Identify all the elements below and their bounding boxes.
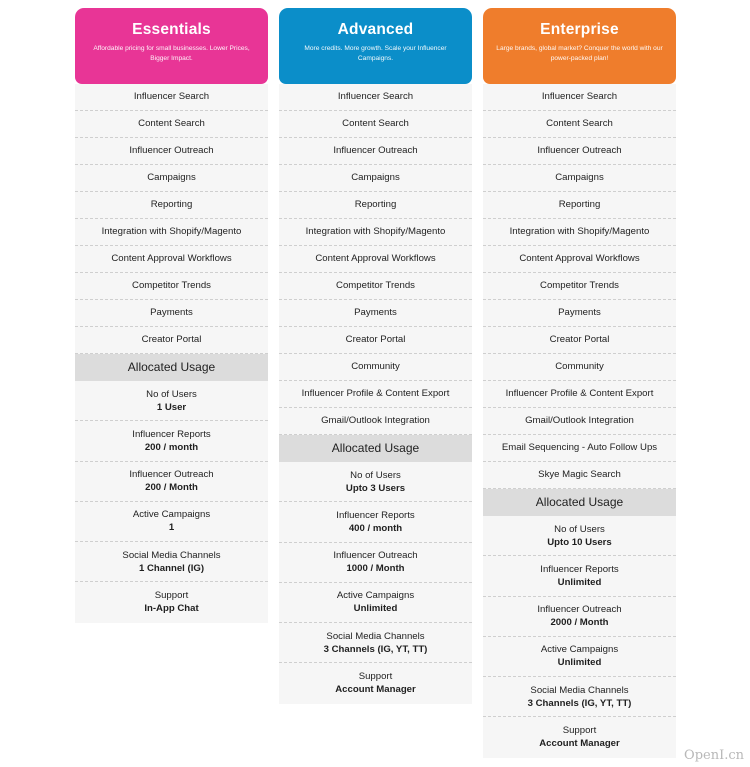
feature-item: Reporting <box>483 192 676 219</box>
usage-value: 1 Channel (IG) <box>138 562 205 574</box>
feature-item: Integration with Shopify/Magento <box>483 219 676 246</box>
usage-label: Social Media Channels <box>326 630 425 642</box>
usage-value: 1000 / Month <box>346 563 405 575</box>
plan-description: More credits. More growth. Scale your Influencer Campaigns. <box>304 45 447 62</box>
feature-item: Content Approval Workflows <box>75 246 268 273</box>
feature-item: Email Sequencing - Auto Follow Ups <box>483 435 676 462</box>
usage-label: Influencer Reports <box>132 428 211 440</box>
usage-label: Influencer Reports <box>336 509 415 521</box>
usage-label: Active Campaigns <box>132 509 211 521</box>
plan-description: Affordable pricing for small businesses. Lower Prices, Bigger Impact. <box>93 45 250 62</box>
usage-item <box>483 717 676 757</box>
usage-label: Influencer Outreach <box>333 550 418 562</box>
usage-value: 1 User <box>156 401 187 413</box>
feature-item: Gmail/Outlook Integration <box>279 408 472 435</box>
usage-label: No of Users <box>350 469 401 481</box>
usage-item <box>279 543 472 583</box>
usage-item <box>279 502 472 542</box>
usage-value: In-App Chat <box>144 602 199 614</box>
usage-value: 1 <box>168 522 175 534</box>
usage-label: Active Campaigns <box>540 644 619 656</box>
feature-item: Influencer Outreach <box>75 138 268 165</box>
feature-item: Creator Portal <box>279 327 472 354</box>
usage-label: No of Users <box>146 388 197 400</box>
usage-value: 3 Channels (IG, YT, TT) <box>323 643 428 655</box>
usage-value: 400 / month <box>348 522 403 534</box>
usage-item <box>483 516 676 556</box>
feature-item: Influencer Profile & Content Export <box>483 381 676 408</box>
feature-item: Competitor Trends <box>483 273 676 300</box>
usage-value: 200 / month <box>144 441 199 453</box>
usage-item <box>483 597 676 637</box>
feature-item: Integration with Shopify/Magento <box>75 219 268 246</box>
allocated-usage-heading: Allocated Usage <box>279 435 472 462</box>
feature-item: Influencer Search <box>279 84 472 111</box>
usage-item <box>279 583 472 623</box>
feature-item: Campaigns <box>75 165 268 192</box>
usage-value: Upto 10 Users <box>547 536 612 548</box>
plan-description: Large brands, global market? Conquer the world with our power-packed plan! <box>496 45 663 62</box>
feature-item: Influencer Outreach <box>483 138 676 165</box>
usage-value: Upto 3 Users <box>345 482 406 494</box>
usage-item <box>279 663 472 703</box>
usage-item <box>75 462 268 502</box>
usage-label: Social Media Channels <box>122 549 221 561</box>
usage-value: Unlimited <box>557 576 602 588</box>
feature-item: Content Search <box>75 111 268 138</box>
usage-label: Support <box>154 589 189 601</box>
feature-item: Community <box>279 354 472 381</box>
plan-title: Essentials <box>132 21 211 38</box>
feature-item: Integration with Shopify/Magento <box>279 219 472 246</box>
plan-advanced-rows <box>279 84 472 704</box>
usage-value: Account Manager <box>335 683 416 695</box>
feature-item: Gmail/Outlook Integration <box>483 408 676 435</box>
feature-item: Reporting <box>279 192 472 219</box>
usage-label: No of Users <box>554 523 605 535</box>
plan-essentials-rows <box>75 84 268 623</box>
usage-label: Influencer Outreach <box>537 604 622 616</box>
usage-label: Support <box>562 724 597 736</box>
feature-item: Community <box>483 354 676 381</box>
feature-item: Influencer Profile & Content Export <box>279 381 472 408</box>
feature-item: Payments <box>483 300 676 327</box>
usage-label: Active Campaigns <box>336 590 415 602</box>
usage-item <box>483 556 676 596</box>
allocated-usage-heading: Allocated Usage <box>483 489 676 516</box>
feature-item: Content Search <box>483 111 676 138</box>
feature-item: Influencer Search <box>483 84 676 111</box>
usage-label: Support <box>358 670 393 682</box>
feature-item: Campaigns <box>279 165 472 192</box>
plan-advanced-header <box>279 8 472 84</box>
plan-title: Enterprise <box>540 21 619 38</box>
usage-item <box>75 421 268 461</box>
usage-item <box>279 462 472 502</box>
plan-title: Advanced <box>337 21 414 38</box>
plan-enterprise-rows <box>483 84 676 758</box>
feature-item: Content Approval Workflows <box>279 246 472 273</box>
feature-item: Influencer Outreach <box>279 138 472 165</box>
plan-enterprise <box>483 8 676 758</box>
feature-item: Competitor Trends <box>279 273 472 300</box>
usage-label: Social Media Channels <box>530 684 629 696</box>
usage-item <box>75 502 268 542</box>
usage-value: Account Manager <box>539 737 620 749</box>
usage-value: 3 Channels (IG, YT, TT) <box>527 697 632 709</box>
feature-item: Influencer Search <box>75 84 268 111</box>
feature-item: Payments <box>75 300 268 327</box>
usage-item <box>75 542 268 582</box>
plan-advanced <box>279 8 472 704</box>
feature-item: Payments <box>279 300 472 327</box>
usage-value: Unlimited <box>353 603 398 615</box>
usage-label: Influencer Outreach <box>129 469 214 481</box>
plan-essentials-header <box>75 8 268 84</box>
feature-item: Content Approval Workflows <box>483 246 676 273</box>
usage-item <box>483 637 676 677</box>
usage-value: 2000 / Month <box>550 617 609 629</box>
plan-essentials <box>75 8 268 623</box>
feature-item: Creator Portal <box>75 327 268 354</box>
usage-item <box>279 623 472 663</box>
feature-item: Reporting <box>75 192 268 219</box>
feature-item: Skye Magic Search <box>483 462 676 489</box>
feature-item: Competitor Trends <box>75 273 268 300</box>
usage-item <box>483 677 676 717</box>
feature-item: Content Search <box>279 111 472 138</box>
usage-value: Unlimited <box>557 657 602 669</box>
watermark: OpenI.cn <box>684 748 744 763</box>
usage-value: 200 / Month <box>145 482 198 494</box>
usage-item <box>75 582 268 622</box>
usage-item <box>75 381 268 421</box>
usage-label: Influencer Reports <box>540 563 619 575</box>
allocated-usage-heading: Allocated Usage <box>75 354 268 381</box>
feature-item: Campaigns <box>483 165 676 192</box>
plan-enterprise-header <box>483 8 676 84</box>
feature-item: Creator Portal <box>483 327 676 354</box>
